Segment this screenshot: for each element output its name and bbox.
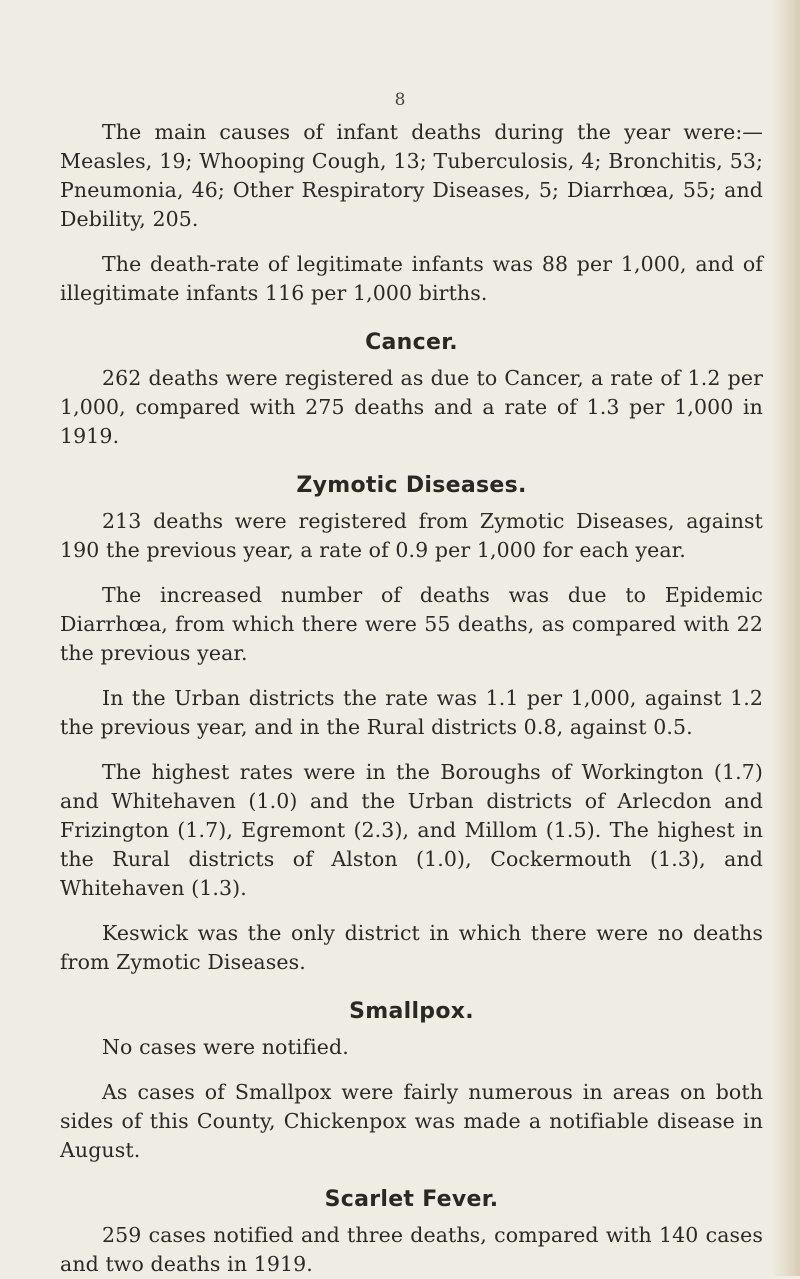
zymotic-paragraph-3: In the Urban districts the rate was 1.1 per 1,000, against 1.2 the previous year, and in the Rural districts 0.8, against 0.5. xyxy=(60,686,763,739)
scarlet-fever-paragraph: 259 cases notified and three deaths, compared with 140 cases and two deaths in 1919. xyxy=(60,1223,763,1276)
smallpox-paragraph-1: No cases were notified. xyxy=(102,1035,349,1059)
zymotic-diseases-heading: Zymotic Diseases. xyxy=(296,473,527,498)
cancer-heading: Cancer. xyxy=(365,330,458,355)
zymotic-paragraph-4: The highest rates were in the Boroughs of Workington (1.7) and Whitehaven (1.0) and the Urban districts of Arlecdon and Frizington (1.7), Egremont (2.3), and Millom (1.5). The highest in the Rural districts of Alston (1.0), Cockermouth (1.3), and Whitehaven (1.3). xyxy=(60,760,763,900)
cancer-paragraph: 262 deaths were registered as due to Cancer, a rate of 1.2 per 1,000, compared with 275 deaths and a rate of 1.3 per 1,000 in 1919. xyxy=(60,366,763,448)
page-number: 8 xyxy=(394,90,406,110)
scarlet-fever-heading: Scarlet Fever. xyxy=(324,1187,499,1212)
document-body xyxy=(60,118,763,1279)
smallpox-paragraph-2: As cases of Smallpox were fairly numerous in areas on both sides of this County, Chickenpox was made a notifiable disease in August. xyxy=(60,1080,763,1162)
zymotic-paragraph-5: Keswick was the only district in which there were no deaths from Zymotic Diseases. xyxy=(60,921,763,974)
smallpox-heading: Smallpox. xyxy=(349,999,474,1024)
infant-deaths-causes-paragraph: The main causes of infant deaths during the year were:—Measles, 19; Whooping Cough, 13; Tuberculosis, 4; Bronchitis, 53; Pneumonia, 46; Other Respiratory Diseases, 5; Diarrhœa, 55; and Debility, 205. xyxy=(60,120,763,231)
zymotic-paragraph-2: The increased number of deaths was due to Epidemic Diarrhœa, from which there were 55 deaths, as compared with 22 the previous year. xyxy=(60,583,763,665)
infant-death-rate-paragraph: The death-rate of legitimate infants was 88 per 1,000, and of illegitimate infants 116 per 1,000 births. xyxy=(60,252,763,305)
page-edge-shading xyxy=(772,0,800,1276)
zymotic-paragraph-1: 213 deaths were registered from Zymotic Diseases, against 190 the previous year, a rate of 0.9 per 1,000 for each year. xyxy=(60,509,763,562)
